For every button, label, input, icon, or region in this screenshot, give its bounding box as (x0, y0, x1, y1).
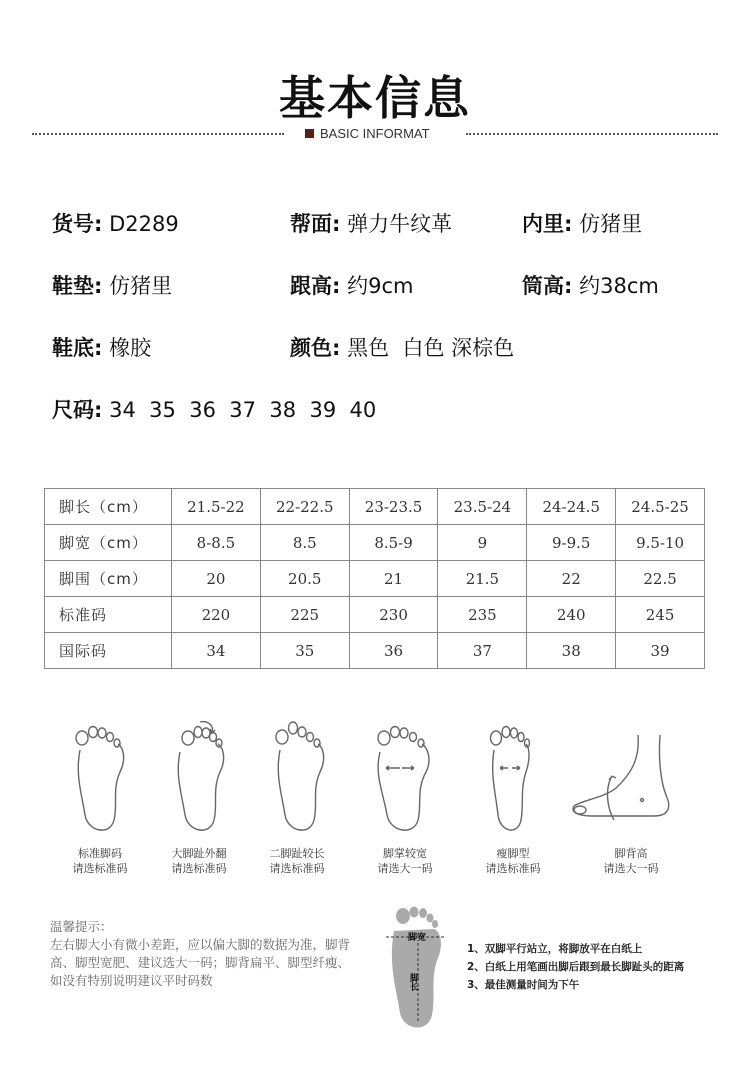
table-cell: 36 (349, 633, 438, 669)
tips-body: 左右脚大小有微小差距，应以偏大脚的数据为准，脚背高、脚型宽肥、建议选大一码；脚背扁平、脚型纤瘦、如没有特别说明建议平时码数 (50, 937, 351, 988)
table-cell: 35 (260, 633, 349, 669)
info-value: 约38cm (579, 274, 659, 298)
info-tonggao (522, 270, 659, 300)
table-cell: 8.5-9 (349, 525, 438, 561)
info-label: 内里: (522, 212, 573, 236)
info-chima (52, 394, 376, 424)
table-cell: 23-23.5 (349, 489, 438, 525)
foot-label-3 (242, 846, 352, 876)
row-header: 国际码 (45, 633, 172, 669)
row-header: 脚宽（cm） (45, 525, 172, 561)
table-cell: 22 (527, 561, 616, 597)
foot-label-title: 标准脚码 (78, 847, 122, 860)
measure-width-label: 脚宽 (408, 933, 427, 943)
subtitle-text: BASIC INFORMAT (320, 126, 430, 141)
info-label: 颜色: (290, 336, 341, 360)
table-cell: 37 (438, 633, 527, 669)
table-cell: 22.5 (616, 561, 705, 597)
long-second-toe-foot-icon (260, 720, 350, 840)
table-cell: 21.5 (438, 561, 527, 597)
foot-label-title: 脚掌较宽 (383, 847, 427, 860)
foot-label-6 (576, 846, 686, 876)
table-cell: 24.5-25 (616, 489, 705, 525)
measure-steps (467, 940, 684, 994)
foot-label-title: 二脚趾较长 (269, 847, 325, 860)
foot-label-2 (144, 846, 254, 876)
table-row (45, 633, 705, 669)
info-label: 尺码: (52, 398, 103, 422)
table-cell: 34 (172, 633, 261, 669)
table-cell: 20.5 (260, 561, 349, 597)
info-value: 仿猪里 (109, 274, 173, 298)
foot-label-4 (350, 846, 460, 876)
narrow-foot-icon (470, 720, 560, 840)
row-header: 脚长（cm） (45, 489, 172, 525)
foot-label-advice: 请选标准码 (485, 862, 541, 875)
foot-label-advice: 请选大一码 (603, 862, 659, 875)
table-cell: 9-9.5 (527, 525, 616, 561)
table-cell: 230 (349, 597, 438, 633)
info-bangmian (290, 208, 452, 238)
wide-foot-icon (362, 720, 452, 840)
table-row (45, 597, 705, 633)
table-cell: 245 (616, 597, 705, 633)
measure-foot-icon (378, 903, 448, 1033)
table-cell: 22-22.5 (260, 489, 349, 525)
info-value: 约9cm (347, 274, 414, 298)
table-cell: 8-8.5 (172, 525, 261, 561)
tips-block (50, 918, 350, 990)
table-cell: 220 (172, 597, 261, 633)
info-neili (522, 208, 642, 238)
info-label: 筒高: (522, 274, 573, 298)
info-value: 仿猪里 (579, 212, 643, 236)
table-row (45, 561, 705, 597)
table-cell: 20 (172, 561, 261, 597)
table-cell: 39 (616, 633, 705, 669)
bullet-square (305, 129, 314, 138)
tips-heading: 温馨提示： (50, 919, 113, 934)
table-cell: 21 (349, 561, 438, 597)
foot-label-advice: 请选标准码 (269, 862, 325, 875)
info-yanse (290, 332, 514, 362)
info-value: 黑色 白色 深棕色 (347, 336, 515, 360)
row-header: 标准码 (45, 597, 172, 633)
table-cell: 240 (527, 597, 616, 633)
info-label: 鞋垫: (52, 274, 103, 298)
foot-label-5 (458, 846, 568, 876)
standard-foot-icon (60, 720, 150, 840)
size-table (44, 488, 705, 669)
table-cell: 21.5-22 (172, 489, 261, 525)
info-xiedian (52, 270, 172, 300)
info-label: 帮面: (290, 212, 341, 236)
step-item: 1、双脚平行站立，将脚放平在白纸上 (467, 943, 643, 955)
info-label: 货号: (52, 212, 103, 236)
info-value: 弹力牛纹革 (347, 212, 453, 236)
info-label: 鞋底: (52, 336, 103, 360)
info-xiedi (52, 332, 151, 362)
foot-label-1 (45, 846, 155, 876)
info-value: 34 35 36 37 38 39 40 (109, 398, 377, 422)
table-cell: 235 (438, 597, 527, 633)
table-cell: 9.5-10 (616, 525, 705, 561)
info-label: 跟高: (290, 274, 341, 298)
table-cell: 225 (260, 597, 349, 633)
high-instep-foot-icon (568, 720, 678, 840)
info-value: 橡胶 (109, 336, 152, 360)
divider-right (466, 133, 718, 135)
table-row (45, 525, 705, 561)
foot-label-title: 脚背高 (614, 847, 648, 860)
foot-label-title: 瘦脚型 (496, 847, 530, 860)
info-huohao (52, 208, 179, 238)
row-header: 脚围（cm） (45, 561, 172, 597)
foot-label-advice: 请选标准码 (171, 862, 227, 875)
bunion-foot-icon (160, 720, 250, 840)
foot-label-title: 大脚趾外翻 (171, 847, 227, 860)
info-value: D2289 (109, 212, 179, 236)
divider-left (32, 133, 284, 135)
section-subtitle (305, 126, 430, 141)
foot-label-advice: 请选标准码 (72, 862, 128, 875)
measure-length-label: 脚长 (408, 973, 418, 991)
step-item: 3、最佳测量时间为下午 (467, 979, 580, 991)
foot-label-advice: 请选大一码 (377, 862, 433, 875)
table-cell: 8.5 (260, 525, 349, 561)
table-cell: 9 (438, 525, 527, 561)
table-row (45, 489, 705, 525)
table-cell: 38 (527, 633, 616, 669)
table-cell: 23.5-24 (438, 489, 527, 525)
table-cell: 24-24.5 (527, 489, 616, 525)
info-gengao (290, 270, 413, 300)
page-title: 基本信息 (279, 71, 471, 125)
step-item: 2、白纸上用笔画出脚后跟到最长脚趾头的距离 (467, 961, 685, 973)
